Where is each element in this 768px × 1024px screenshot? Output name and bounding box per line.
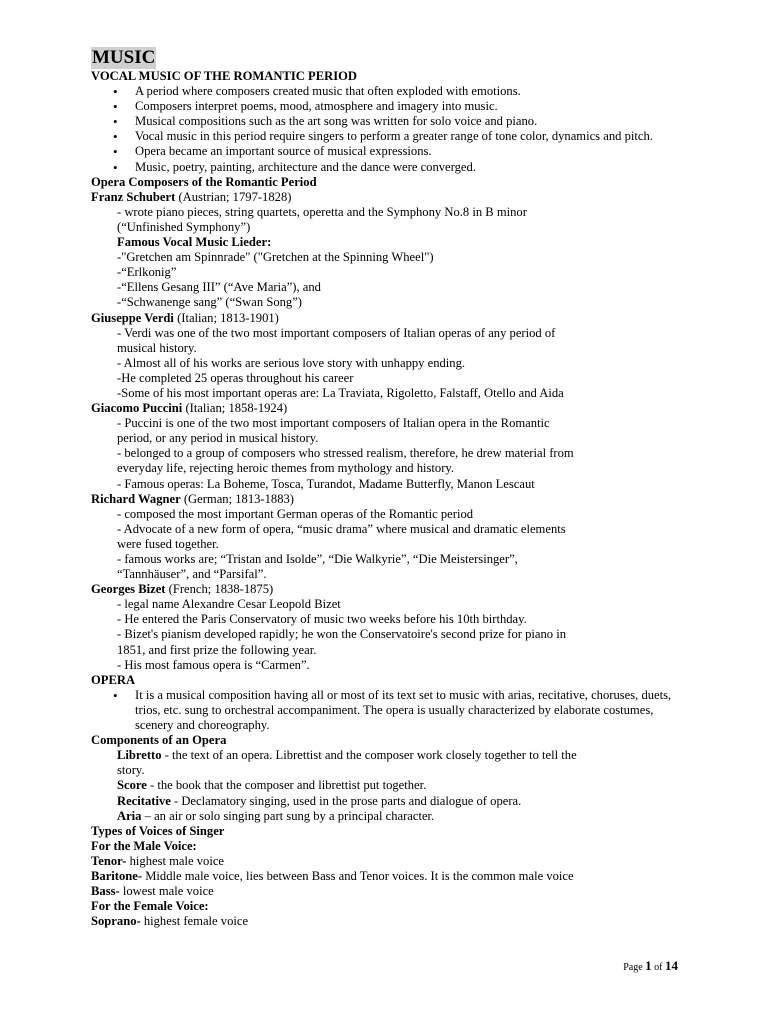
composer-line: - Bizet's pianism developed rapidly; he won the Conservatoire's second prize for piano in xyxy=(117,627,567,642)
document-page xyxy=(91,47,691,929)
section-subtitle: VOCAL MUSIC OF THE ROMANTIC PERIOD xyxy=(91,69,357,83)
component-recitative xyxy=(91,794,691,809)
intro-bullet-list xyxy=(91,84,691,175)
list-item: • Musical compositions such as the art song was written for solo voice and piano. xyxy=(91,114,691,129)
composer-line: (“Unfinished Symphony”) xyxy=(117,219,251,234)
component-libretto xyxy=(91,748,691,763)
composer-line: - Almost all of his works are serious love story with unhappy ending. xyxy=(117,355,466,370)
component-definition: - the text of an opera. Librettist and the composer work closely together to tell the xyxy=(161,748,577,763)
voice-soprano xyxy=(91,914,691,929)
composer-name: Georges Bizet xyxy=(91,582,166,597)
composer-info: (Italian; 1813-1901) xyxy=(173,310,279,325)
lieder-item: -“Erlkonig” xyxy=(117,265,177,280)
composer-line: - legal name Alexandre Cesar Leopold Bizet xyxy=(117,597,341,612)
of-word: of xyxy=(651,962,665,973)
voice-baritone xyxy=(91,869,691,884)
composer-line: - wrote piano pieces, string quartets, operetta and the Symphony No.8 in B minor xyxy=(117,204,527,219)
page-title: MUSIC xyxy=(92,47,156,68)
current-page: 1 xyxy=(645,958,652,973)
composer-wagner xyxy=(91,492,691,507)
male-voice-heading: For the Male Voice: xyxy=(91,838,197,853)
composer-info: (French; 1838-1875) xyxy=(165,582,274,597)
voice-tenor xyxy=(91,854,691,869)
voice-definition: Middle male voice, lies between Bass and Tenor voices. It is the common male voice xyxy=(142,868,574,883)
composers-heading: Opera Composers of the Romantic Period xyxy=(91,174,317,189)
lieder-item: -"Gretchen am Spinnrade" ("Gretchen at the Spinning Wheel") xyxy=(117,250,434,265)
voice-term: Bass- xyxy=(91,884,120,899)
composer-line: - belonged to a group of composers who stressed realism, therefore, he drew material from xyxy=(117,446,574,461)
list-item: • Opera became an important source of musical expressions. xyxy=(91,144,691,159)
composer-line: period, or any period in musical history. xyxy=(117,431,319,446)
composer-line: - His most famous opera is “Carmen”. xyxy=(117,657,310,672)
composer-verdi xyxy=(91,311,691,326)
voice-term: Tenor- xyxy=(91,853,127,868)
voice-bass xyxy=(91,884,691,899)
component-definition: – an air or solo singing part sung by a principal character. xyxy=(141,808,435,823)
list-item: • Music, poetry, painting, architecture and the dance were converged. xyxy=(91,160,691,175)
component-term: Aria xyxy=(117,808,142,823)
component-term: Libretto xyxy=(117,748,162,763)
total-pages: 14 xyxy=(665,958,678,973)
composer-line: - Famous operas: La Boheme, Tosca, Turandot, Madame Butterfly, Manon Lescaut xyxy=(117,476,535,491)
component-definition: - the book that the composer and librettist put together. xyxy=(146,778,427,793)
list-item: • Composers interpret poems, mood, atmosphere and imagery into music. xyxy=(91,99,691,114)
voice-term: Soprano- xyxy=(91,914,141,929)
opera-bullet-list xyxy=(91,688,691,733)
component-continuation: story. xyxy=(117,763,145,778)
list-item: • Vocal music in this period require singers to perform a greater range of tone color, dynamics and pitch. xyxy=(91,129,691,144)
voice-definition: lowest male voice xyxy=(119,884,214,899)
lieder-item: -“Ellens Gesang III” (“Ave Maria”), and xyxy=(117,280,321,295)
composer-line: musical history. xyxy=(117,340,197,355)
voices-heading: Types of Voices of Singer xyxy=(91,823,225,838)
female-voice-heading: For the Female Voice: xyxy=(91,899,209,914)
voice-term: Baritone- xyxy=(91,868,143,883)
list-item: • A period where composers created music that often exploded with emotions. xyxy=(91,84,691,99)
component-aria xyxy=(91,809,691,824)
composer-line: - composed the most important German operas of the Romantic period xyxy=(117,506,474,521)
composer-name: Giacomo Puccini xyxy=(91,401,183,416)
composer-line: were fused together. xyxy=(117,536,219,551)
composer-schubert xyxy=(91,190,691,205)
composer-line: - famous works are; “Tristan and Isolde”, “Die Walkyrie”, “Die Meistersinger”, xyxy=(117,552,518,566)
composer-line: - Puccini is one of the two most important composers of Italian opera in the Romantic xyxy=(117,416,550,431)
composer-info: (Austrian; 1797-1828) xyxy=(175,189,292,204)
composer-info: (German; 1813-1883) xyxy=(180,491,295,506)
composer-line: -He completed 25 operas throughout his career xyxy=(117,370,354,385)
composer-line: everyday life, rejecting heroic themes from mythology and history. xyxy=(117,461,455,476)
page-word: Page xyxy=(623,962,646,973)
list-item: • It is a musical composition having all or most of its text set to music with arias, recitative, choruses, duets, trios, etc. sung to orchestral accompaniment. The opera is usually characterized by elaborate costumes, scenery and choreography. xyxy=(91,688,691,733)
lieder-heading: Famous Vocal Music Lieder: xyxy=(117,235,272,250)
opera-heading: OPERA xyxy=(91,672,136,687)
composer-bizet xyxy=(91,582,691,597)
component-term: Score xyxy=(117,778,147,793)
composer-info: (Italian; 1858-1924) xyxy=(182,401,288,416)
composer-name: Giuseppe Verdi xyxy=(91,310,174,325)
composer-line: “Tannhäuser”, and “Parsifal”. xyxy=(117,567,267,582)
lieder-item: -“Schwanenge sang” (“Swan Song”) xyxy=(117,295,302,310)
composer-line: -Some of his most important operas are: La Traviata, Rigoletto, Falstaff, Otello and Aida xyxy=(117,385,564,400)
composer-line: - Advocate of a new form of opera, “music drama” where musical and dramatic elements xyxy=(117,521,566,536)
components-heading: Components of an Opera xyxy=(91,733,227,748)
voice-definition: highest male voice xyxy=(126,853,225,868)
voice-definition: highest female voice xyxy=(140,914,249,929)
component-term: Recitative xyxy=(117,793,171,808)
composer-name: Franz Schubert xyxy=(91,189,176,204)
component-score xyxy=(91,778,691,793)
composer-line: 1851, and first prize the following year. xyxy=(117,642,317,657)
composer-line: - He entered the Paris Conservatory of music two weeks before his 10th birthday. xyxy=(117,612,527,627)
composer-line: - Verdi was one of the two most important composers of Italian operas of any period of xyxy=(117,325,556,340)
component-definition: - Declamatory singing, used in the prose parts and dialogue of opera. xyxy=(170,793,522,808)
page-number-footer xyxy=(623,958,678,974)
composer-name: Richard Wagner xyxy=(91,491,181,506)
composer-puccini xyxy=(91,401,691,416)
